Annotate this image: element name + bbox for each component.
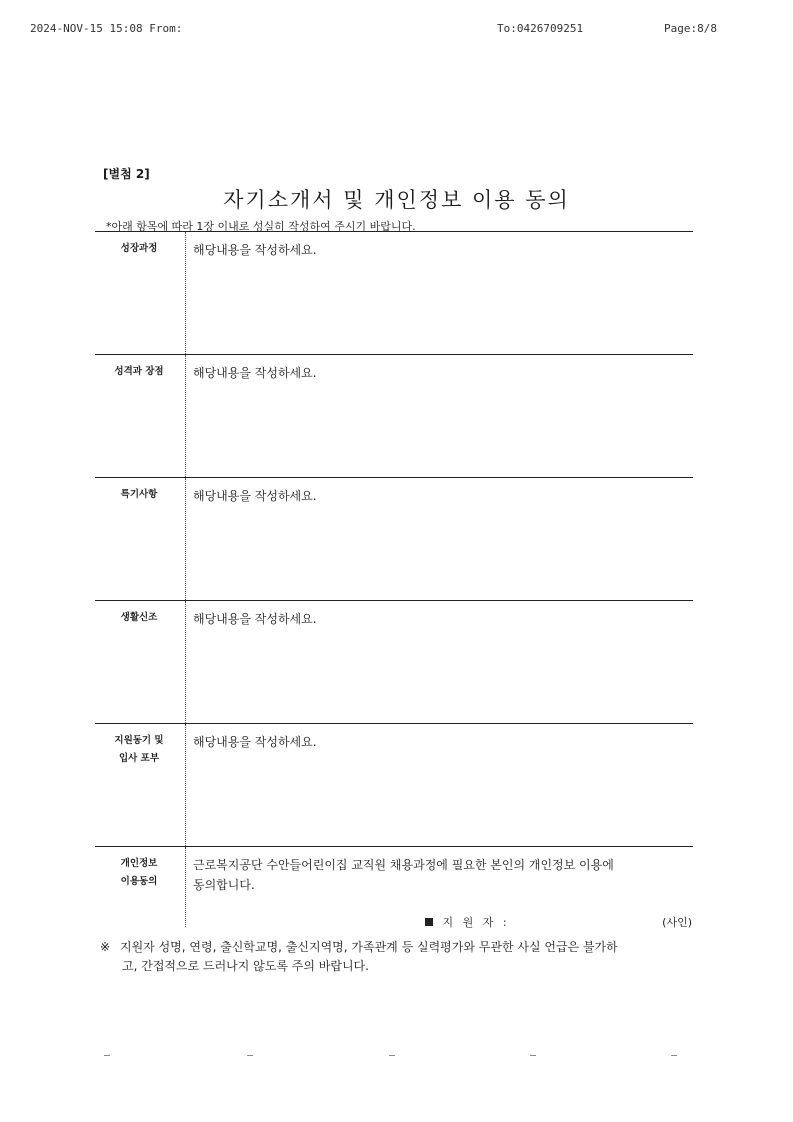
page-title <box>0 184 793 214</box>
section-label: 생활신조 <box>120 612 158 623</box>
signature-field[interactable]: (사인) <box>662 916 692 929</box>
footnote <box>100 938 700 976</box>
section-content[interactable]: 해당내용을 작성하세요. <box>185 724 693 846</box>
section-personality <box>95 354 693 477</box>
fax-from: 2024-NOV-15 15:08 From: <box>30 22 183 35</box>
section-label-line: 입사 포부 <box>118 753 159 764</box>
scan-speck <box>247 1055 253 1056</box>
section-label <box>95 855 183 891</box>
section-label-line: 지원동기 및 <box>114 735 164 746</box>
footnote-line <box>100 938 700 957</box>
reference-mark-icon: ※ <box>100 940 111 954</box>
footnote-text: 고, 간접적으로 드러나지 않도록 주의 바랍니다. <box>122 959 369 973</box>
scan-speck <box>389 1055 395 1056</box>
section-label <box>95 732 183 768</box>
section-label: 특기사항 <box>120 489 158 500</box>
section-content[interactable]: 해당내용을 작성하세요. <box>185 232 693 354</box>
section-label-line: 이용동의 <box>120 876 158 887</box>
scan-speck <box>530 1055 536 1056</box>
section-content[interactable]: 해당내용을 작성하세요. <box>185 478 693 600</box>
instruction-text: *아래 항목에 따라 1장 이내로 성실히 작성하여 주시기 바랍니다. <box>106 220 416 233</box>
self-introduction-form <box>95 231 693 927</box>
section-content[interactable]: 해당내용을 작성하세요. <box>185 601 693 723</box>
fax-to: To:0426709251 <box>497 22 584 35</box>
consent-text-line: 근로복지공단 수안들어린이집 교직원 채용과정에 필요한 본인의 개인정보 이용에 <box>193 858 614 872</box>
applicant-label: 지 원 자 : <box>442 916 510 929</box>
section-special-notes <box>95 477 693 600</box>
section-motivation <box>95 723 693 846</box>
fax-header <box>0 22 793 38</box>
footnote-text: 지원자 성명, 연령, 출신학교명, 출신지역명, 가족관계 등 실력평가와 무관한 사실 언급은 불가하 <box>120 940 618 954</box>
scan-specks <box>0 1055 793 1059</box>
section-label: 성장과정 <box>120 243 158 254</box>
section-label: 성격과 장점 <box>114 366 164 377</box>
square-bullet-icon <box>425 918 433 926</box>
section-label-line: 개인정보 <box>120 858 158 869</box>
scan-speck <box>671 1055 677 1056</box>
fax-page-number: Page:8/8 <box>664 22 717 35</box>
section-life-motto <box>95 600 693 723</box>
section-content[interactable]: 해당내용을 작성하세요. <box>185 355 693 477</box>
scan-speck <box>104 1055 110 1056</box>
section-growth <box>95 231 693 354</box>
attachment-label: [별첨 2] <box>103 167 150 181</box>
page-title-text: 자기소개서 및 개인정보 이용 동의 <box>223 188 570 212</box>
consent-text-line: 동의합니다. <box>193 878 255 892</box>
signature-row <box>425 914 695 930</box>
section-consent <box>95 846 693 927</box>
